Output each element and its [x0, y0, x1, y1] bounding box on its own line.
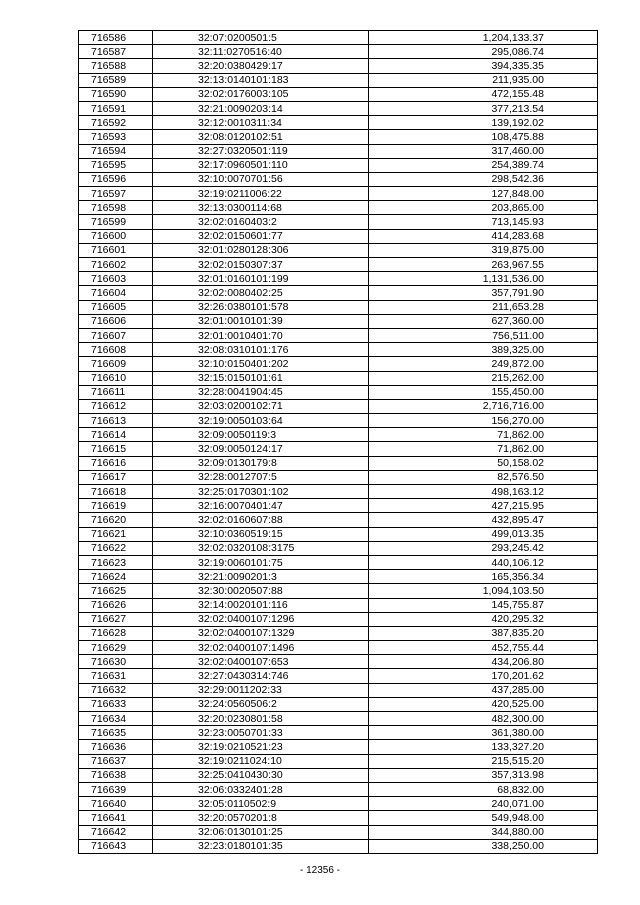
record-id-cell: 716630 — [79, 655, 153, 669]
table-row — [79, 754, 598, 768]
table-row — [79, 456, 598, 470]
record-id-cell: 716605 — [79, 300, 153, 314]
record-id-cell: 716612 — [79, 399, 153, 413]
table-row — [79, 399, 598, 413]
cadastral-number-cell: 32:30:0020507:88 — [153, 584, 369, 598]
record-id-cell: 716629 — [79, 641, 153, 655]
amount-cell: 1,131,536.00 — [369, 272, 598, 286]
cadastral-number-cell: 32:28:0012707:5 — [153, 470, 369, 484]
cadastral-number-cell: 32:19:0060101:75 — [153, 555, 369, 569]
amount-cell: 254,389.74 — [369, 158, 598, 172]
amount-cell: 338,250.00 — [369, 839, 598, 853]
table-row — [79, 144, 598, 158]
table-row — [79, 641, 598, 655]
amount-cell: 414,283.68 — [369, 229, 598, 243]
amount-cell: 420,295.32 — [369, 612, 598, 626]
table-row — [79, 385, 598, 399]
amount-cell: 420,525.00 — [369, 697, 598, 711]
cadastral-number-cell: 32:24:0560506:2 — [153, 697, 369, 711]
table-row — [79, 797, 598, 811]
amount-cell: 482,300.00 — [369, 712, 598, 726]
record-id-cell: 716642 — [79, 825, 153, 839]
record-id-cell: 716592 — [79, 116, 153, 130]
table-row — [79, 187, 598, 201]
record-id-cell: 716588 — [79, 59, 153, 73]
cadastral-number-cell: 32:23:0180101:35 — [153, 839, 369, 853]
table-row — [79, 45, 598, 59]
cadastral-number-cell: 32:12:0010311:34 — [153, 116, 369, 130]
record-id-cell: 716614 — [79, 428, 153, 442]
table-row — [79, 740, 598, 754]
cadastral-number-cell: 32:10:0150401:202 — [153, 357, 369, 371]
amount-cell: 498,163.12 — [369, 485, 598, 499]
table-row — [79, 598, 598, 612]
records-table-body — [79, 31, 598, 854]
table-row — [79, 300, 598, 314]
amount-cell: 155,450.00 — [369, 385, 598, 399]
table-row — [79, 485, 598, 499]
record-id-cell: 716602 — [79, 258, 153, 272]
amount-cell: 549,948.00 — [369, 811, 598, 825]
cadastral-number-cell: 32:01:0280128:306 — [153, 243, 369, 257]
amount-cell: 317,460.00 — [369, 144, 598, 158]
table-row — [79, 825, 598, 839]
amount-cell: 295,086.74 — [369, 45, 598, 59]
page-number: - 12356 - — [299, 865, 341, 876]
table-row — [79, 172, 598, 186]
amount-cell: 357,313.98 — [369, 768, 598, 782]
amount-cell: 133,327.20 — [369, 740, 598, 754]
cadastral-number-cell: 32:21:0090203:14 — [153, 101, 369, 115]
cadastral-number-cell: 32:16:0070401:47 — [153, 499, 369, 513]
record-id-cell: 716594 — [79, 144, 153, 158]
table-row — [79, 59, 598, 73]
amount-cell: 377,213.54 — [369, 101, 598, 115]
record-id-cell: 716610 — [79, 371, 153, 385]
table-row — [79, 286, 598, 300]
cadastral-number-cell: 32:06:0130101:25 — [153, 825, 369, 839]
record-id-cell: 716639 — [79, 782, 153, 796]
record-id-cell: 716624 — [79, 570, 153, 584]
cadastral-number-cell: 32:20:0570201:8 — [153, 811, 369, 825]
amount-cell: 361,380.00 — [369, 726, 598, 740]
amount-cell: 215,515.20 — [369, 754, 598, 768]
record-id-cell: 716641 — [79, 811, 153, 825]
record-id-cell: 716632 — [79, 683, 153, 697]
record-id-cell: 716616 — [79, 456, 153, 470]
record-id-cell: 716631 — [79, 669, 153, 683]
amount-cell: 756,511.00 — [369, 328, 598, 342]
cadastral-number-cell: 32:25:0410430:30 — [153, 768, 369, 782]
cadastral-number-cell: 32:15:0150101:61 — [153, 371, 369, 385]
cadastral-number-cell: 32:29:0011202:33 — [153, 683, 369, 697]
cadastral-number-cell: 32:02:0176003:105 — [153, 87, 369, 101]
cadastral-number-cell: 32:27:0430314:746 — [153, 669, 369, 683]
table-row — [79, 683, 598, 697]
cadastral-number-cell: 32:21:0090201:3 — [153, 570, 369, 584]
table-row — [79, 343, 598, 357]
table-row — [79, 371, 598, 385]
cadastral-number-cell: 32:02:0400107:1329 — [153, 626, 369, 640]
amount-cell: 432,895.47 — [369, 513, 598, 527]
record-id-cell: 716637 — [79, 754, 153, 768]
amount-cell: 437,285.00 — [369, 683, 598, 697]
record-id-cell: 716586 — [79, 31, 153, 45]
table-row — [79, 328, 598, 342]
amount-cell: 434,206.80 — [369, 655, 598, 669]
table-row — [79, 470, 598, 484]
table-row — [79, 527, 598, 541]
record-id-cell: 716621 — [79, 527, 153, 541]
amount-cell: 713,145.93 — [369, 215, 598, 229]
cadastral-number-cell: 32:02:0400107:653 — [153, 655, 369, 669]
table-row — [79, 584, 598, 598]
cadastral-number-cell: 32:02:0160607:88 — [153, 513, 369, 527]
amount-cell: 145,755.87 — [369, 598, 598, 612]
amount-cell: 394,335.35 — [369, 59, 598, 73]
amount-cell: 1,204,133.37 — [369, 31, 598, 45]
cadastral-number-cell: 32:19:0210521:23 — [153, 740, 369, 754]
cadastral-number-cell: 32:02:0400107:1296 — [153, 612, 369, 626]
cadastral-number-cell: 32:10:0070701:56 — [153, 172, 369, 186]
amount-cell: 440,106.12 — [369, 555, 598, 569]
record-id-cell: 716633 — [79, 697, 153, 711]
cadastral-number-cell: 32:02:0400107:1496 — [153, 641, 369, 655]
cadastral-number-cell: 32:20:0380429:17 — [153, 59, 369, 73]
table-row — [79, 669, 598, 683]
amount-cell: 71,862.00 — [369, 442, 598, 456]
cadastral-number-cell: 32:19:0211006:22 — [153, 187, 369, 201]
cadastral-number-cell: 32:02:0320108:3175 — [153, 541, 369, 555]
amount-cell: 452,755.44 — [369, 641, 598, 655]
table-row — [79, 655, 598, 669]
cadastral-number-cell: 32:09:0050119:3 — [153, 428, 369, 442]
amount-cell: 319,875.00 — [369, 243, 598, 257]
record-id-cell: 716607 — [79, 328, 153, 342]
record-id-cell: 716640 — [79, 797, 153, 811]
table-row — [79, 839, 598, 853]
record-id-cell: 716595 — [79, 158, 153, 172]
table-row — [79, 782, 598, 796]
record-id-cell: 716615 — [79, 442, 153, 456]
table-row — [79, 201, 598, 215]
record-id-cell: 716597 — [79, 187, 153, 201]
record-id-cell: 716626 — [79, 598, 153, 612]
record-id-cell: 716593 — [79, 130, 153, 144]
cadastral-number-cell: 32:06:0332401:28 — [153, 782, 369, 796]
cadastral-number-cell: 32:20:0230801:58 — [153, 712, 369, 726]
record-id-cell: 716596 — [79, 172, 153, 186]
table-row — [79, 499, 598, 513]
records-table — [78, 30, 598, 854]
record-id-cell: 716636 — [79, 740, 153, 754]
record-id-cell: 716609 — [79, 357, 153, 371]
record-id-cell: 716611 — [79, 385, 153, 399]
table-row — [79, 555, 598, 569]
amount-cell: 344,880.00 — [369, 825, 598, 839]
amount-cell: 71,862.00 — [369, 428, 598, 442]
cadastral-number-cell: 32:08:0310101:176 — [153, 343, 369, 357]
record-id-cell: 716608 — [79, 343, 153, 357]
cadastral-number-cell: 32:11:0270516:40 — [153, 45, 369, 59]
amount-cell: 215,262.00 — [369, 371, 598, 385]
record-id-cell: 716628 — [79, 626, 153, 640]
cadastral-number-cell: 32:10:0360519:15 — [153, 527, 369, 541]
record-id-cell: 716619 — [79, 499, 153, 513]
amount-cell: 108,475.88 — [369, 130, 598, 144]
amount-cell: 298,542.36 — [369, 172, 598, 186]
table-row — [79, 513, 598, 527]
cadastral-number-cell: 32:28:0041904:45 — [153, 385, 369, 399]
amount-cell: 50,158.02 — [369, 456, 598, 470]
record-id-cell: 716591 — [79, 101, 153, 115]
table-row — [79, 414, 598, 428]
amount-cell: 68,832.00 — [369, 782, 598, 796]
table-row — [79, 612, 598, 626]
amount-cell: 240,071.00 — [369, 797, 598, 811]
record-id-cell: 716620 — [79, 513, 153, 527]
amount-cell: 499,013.35 — [369, 527, 598, 541]
amount-cell: 170,201.62 — [369, 669, 598, 683]
amount-cell: 472,155.48 — [369, 87, 598, 101]
record-id-cell: 716627 — [79, 612, 153, 626]
amount-cell: 2,716,716.00 — [369, 399, 598, 413]
record-id-cell: 716622 — [79, 541, 153, 555]
cadastral-number-cell: 32:09:0130179:8 — [153, 456, 369, 470]
table-row — [79, 87, 598, 101]
cadastral-number-cell: 32:23:0050701:33 — [153, 726, 369, 740]
cadastral-number-cell: 32:01:0010401:70 — [153, 328, 369, 342]
table-row — [79, 229, 598, 243]
amount-cell: 165,356.34 — [369, 570, 598, 584]
record-id-cell: 716600 — [79, 229, 153, 243]
table-row — [79, 541, 598, 555]
record-id-cell: 716613 — [79, 414, 153, 428]
amount-cell: 427,215.95 — [369, 499, 598, 513]
amount-cell: 211,653.28 — [369, 300, 598, 314]
record-id-cell: 716638 — [79, 768, 153, 782]
record-id-cell: 716617 — [79, 470, 153, 484]
cadastral-number-cell: 32:02:0160403:2 — [153, 215, 369, 229]
record-id-cell: 716635 — [79, 726, 153, 740]
record-id-cell: 716587 — [79, 45, 153, 59]
cadastral-number-cell: 32:05:0110502:9 — [153, 797, 369, 811]
amount-cell: 203,865.00 — [369, 201, 598, 215]
table-row — [79, 158, 598, 172]
table-row — [79, 726, 598, 740]
amount-cell: 293,245.42 — [369, 541, 598, 555]
cadastral-number-cell: 32:01:0010101:39 — [153, 314, 369, 328]
cadastral-number-cell: 32:02:0080402:25 — [153, 286, 369, 300]
record-id-cell: 716603 — [79, 272, 153, 286]
amount-cell: 127,848.00 — [369, 187, 598, 201]
table-row — [79, 314, 598, 328]
table-row — [79, 626, 598, 640]
table-row — [79, 73, 598, 87]
table-row — [79, 101, 598, 115]
amount-cell: 139,192.02 — [369, 116, 598, 130]
record-id-cell: 716643 — [79, 839, 153, 853]
table-row — [79, 712, 598, 726]
record-id-cell: 716625 — [79, 584, 153, 598]
record-id-cell: 716590 — [79, 87, 153, 101]
cadastral-number-cell: 32:02:0150601:77 — [153, 229, 369, 243]
cadastral-number-cell: 32:14:0020101:116 — [153, 598, 369, 612]
table-row — [79, 570, 598, 584]
cadastral-number-cell: 32:19:0050103:64 — [153, 414, 369, 428]
table-row — [79, 243, 598, 257]
cadastral-number-cell: 32:27:0320501:119 — [153, 144, 369, 158]
cadastral-number-cell: 32:13:0140101:183 — [153, 73, 369, 87]
cadastral-number-cell: 32:03:0200102:71 — [153, 399, 369, 413]
amount-cell: 263,967.55 — [369, 258, 598, 272]
table-row — [79, 258, 598, 272]
amount-cell: 1,094,103.50 — [369, 584, 598, 598]
amount-cell: 389,325.00 — [369, 343, 598, 357]
table-row — [79, 272, 598, 286]
table-row — [79, 768, 598, 782]
amount-cell: 156,270.00 — [369, 414, 598, 428]
table-row — [79, 130, 598, 144]
record-id-cell: 716599 — [79, 215, 153, 229]
record-id-cell: 716623 — [79, 555, 153, 569]
cadastral-number-cell: 32:19:0211024:10 — [153, 754, 369, 768]
amount-cell: 387,835.20 — [369, 626, 598, 640]
table-row — [79, 697, 598, 711]
record-id-cell: 716601 — [79, 243, 153, 257]
cadastral-number-cell: 32:25:0170301:102 — [153, 485, 369, 499]
cadastral-number-cell: 32:09:0050124:17 — [153, 442, 369, 456]
table-row — [79, 116, 598, 130]
amount-cell: 249,872.00 — [369, 357, 598, 371]
record-id-cell: 716634 — [79, 712, 153, 726]
record-id-cell: 716589 — [79, 73, 153, 87]
table-row — [79, 811, 598, 825]
cadastral-number-cell: 32:08:0120102:51 — [153, 130, 369, 144]
record-id-cell: 716606 — [79, 314, 153, 328]
record-id-cell: 716598 — [79, 201, 153, 215]
table-row — [79, 215, 598, 229]
table-row — [79, 31, 598, 45]
cadastral-number-cell: 32:17:0960501:110 — [153, 158, 369, 172]
table-row — [79, 357, 598, 371]
amount-cell: 211,935.00 — [369, 73, 598, 87]
table-row — [79, 428, 598, 442]
cadastral-number-cell: 32:02:0150307:37 — [153, 258, 369, 272]
table-row — [79, 442, 598, 456]
record-id-cell: 716604 — [79, 286, 153, 300]
cadastral-number-cell: 32:26:0380101:578 — [153, 300, 369, 314]
cadastral-number-cell: 32:13:0300114:68 — [153, 201, 369, 215]
record-id-cell: 716618 — [79, 485, 153, 499]
cadastral-number-cell: 32:07:0200501:5 — [153, 31, 369, 45]
amount-cell: 82,576.50 — [369, 470, 598, 484]
cadastral-number-cell: 32:01:0160101:199 — [153, 272, 369, 286]
amount-cell: 357,791.90 — [369, 286, 598, 300]
amount-cell: 627,360.00 — [369, 314, 598, 328]
